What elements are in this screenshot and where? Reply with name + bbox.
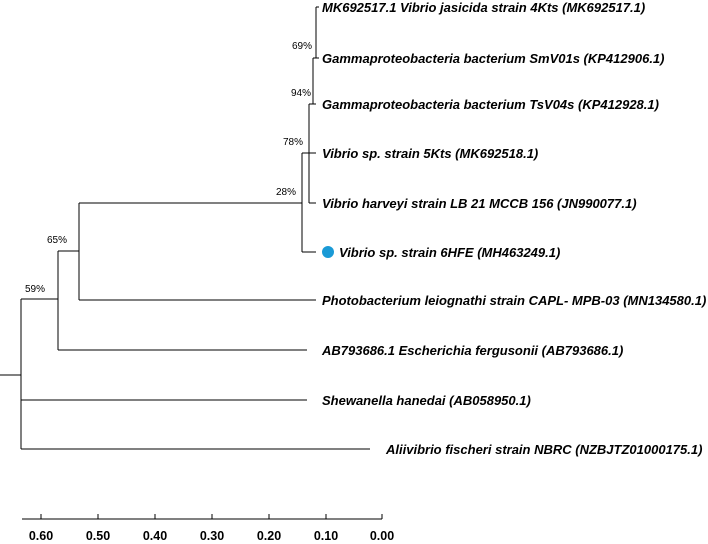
bootstrap-94: 94% [291, 88, 312, 99]
scale-axis [22, 514, 394, 543]
scale-tick-label: 0.30 [199, 529, 225, 543]
bootstrap-59: 59% [25, 284, 46, 295]
leaf-label-tsv04s: Gammaproteobacteria bacterium TsV04s (KP412928.1) [322, 97, 659, 112]
scale-tick-label: 0.00 [369, 529, 395, 543]
scale-tick-label: 0.40 [142, 529, 168, 543]
leaf-label-harveyi: Vibrio harveyi strain LB 21 MCCB 156 (JN990077.1) [322, 196, 637, 211]
bootstrap-78: 78% [283, 137, 304, 148]
leaf-label-6hfe: Vibrio sp. strain 6HFE (MH463249.1) [339, 245, 561, 260]
scale-tick-label: 0.20 [256, 529, 282, 543]
scale-tick-label: 0.10 [313, 529, 339, 543]
leaf-label-5kts: Vibrio sp. strain 5Kts (MK692518.1) [322, 146, 539, 161]
scale-tick-label: 0.50 [85, 529, 111, 543]
leaf-labels [321, 0, 706, 457]
bootstrap-28: 28% [276, 187, 297, 198]
leaf-label-aliivibrio: Aliivibrio fischeri strain NBRC (NZBJTZ01000175.1) [386, 442, 703, 457]
leaf-label-smv01s: Gammaproteobacteria bacterium SmV01s (KP412906.1) [322, 51, 665, 66]
tree-branches [0, 7, 370, 449]
bootstrap-69: 69% [292, 41, 313, 52]
leaf-label-jasicida: MK692517.1 Vibrio jasicida strain 4Kts (MK692517.1) [322, 0, 646, 15]
bootstrap-labels [25, 41, 312, 295]
leaf-label-escherichia: AB793686.1 Escherichia fergusonii (AB793686.1) [322, 343, 624, 358]
leaf-label-photobacterium: Photobacterium leiognathi strain CAPL- MPB-03 (MN134580.1) [322, 293, 707, 308]
leaf-label-shewanella: Shewanella hanedai (AB058950.1) [322, 393, 531, 408]
highlight-marker-icon [322, 246, 334, 258]
scale-tick-label: 0.60 [28, 529, 54, 543]
bootstrap-65: 65% [47, 235, 68, 246]
